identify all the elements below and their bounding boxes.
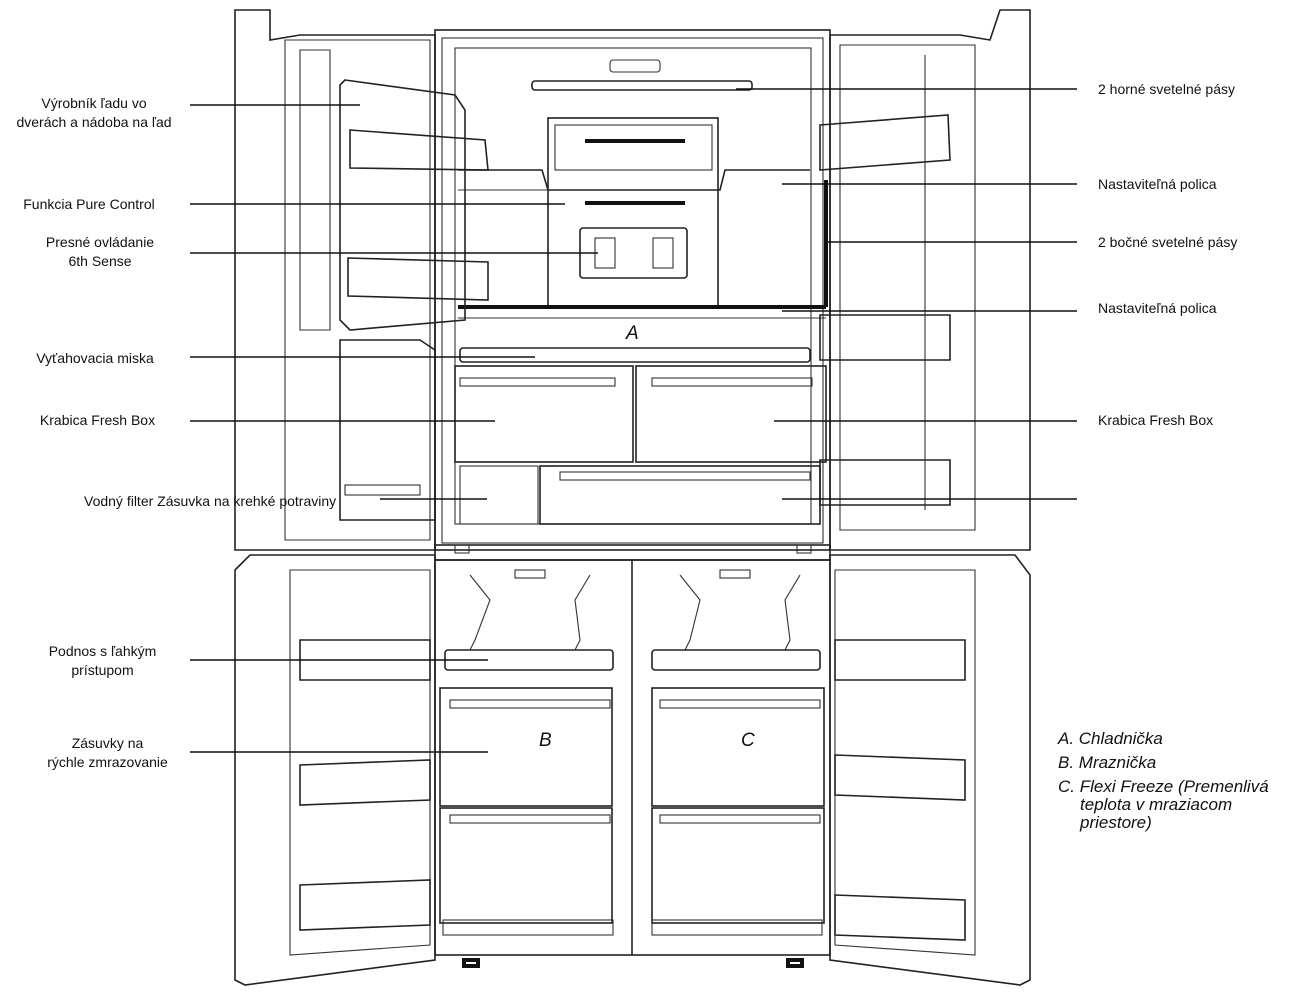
zone-letter-c: C: [741, 730, 755, 751]
label-sixth-sense: Presné ovládanie 6th Sense: [45, 234, 155, 269]
label-pull-out-tray: Vyťahovacia miska: [36, 350, 154, 366]
label-quick-freeze: Zásuvky na rýchle zmrazovanie: [47, 735, 168, 770]
zone-letter-b: B: [539, 730, 552, 751]
legend-item-c-line3: priestore): [1080, 813, 1152, 832]
legend-item-c: C. Flexi Freeze (Premenlivá: [1058, 777, 1269, 796]
label-ice-maker: Výrobník ľadu vo dverách a nádoba na ľad: [16, 95, 172, 130]
legend-item-a: A. Chladnička: [1058, 729, 1163, 748]
label-side-light-strips: 2 bočné svetelné pásy: [1098, 234, 1238, 250]
zone-letter-a: A: [626, 323, 639, 344]
label-fresh-box-left: Krabica Fresh Box: [39, 412, 156, 428]
label-adjustable-shelf-2: Nastaviteľná polica: [1098, 300, 1217, 316]
right-lower-door: [830, 555, 1030, 985]
freezer-cabinet: [435, 560, 830, 966]
label-fresh-box-right: Krabica Fresh Box: [1098, 412, 1214, 428]
legend-item-b: B. Mraznička: [1058, 753, 1157, 772]
right-upper-door: [820, 10, 1030, 550]
left-lower-door: [235, 555, 435, 985]
label-water-filter: Vodný filter Zásuvka na krehké potraviny: [84, 493, 337, 509]
label-easy-access-tray: Podnos s ľahkým prístupom: [48, 643, 157, 678]
legend: [1058, 730, 1269, 838]
left-upper-door: [235, 10, 488, 550]
label-top-light-strips: 2 horné svetelné pásy: [1098, 81, 1235, 97]
label-adjustable-shelf-1: Nastaviteľná polica: [1098, 176, 1217, 192]
label-pure-control: Funkcia Pure Control: [23, 196, 155, 212]
legend-item-c-line2: teplota v mraziacom: [1080, 795, 1233, 814]
fridge-cabinet: [435, 30, 830, 550]
